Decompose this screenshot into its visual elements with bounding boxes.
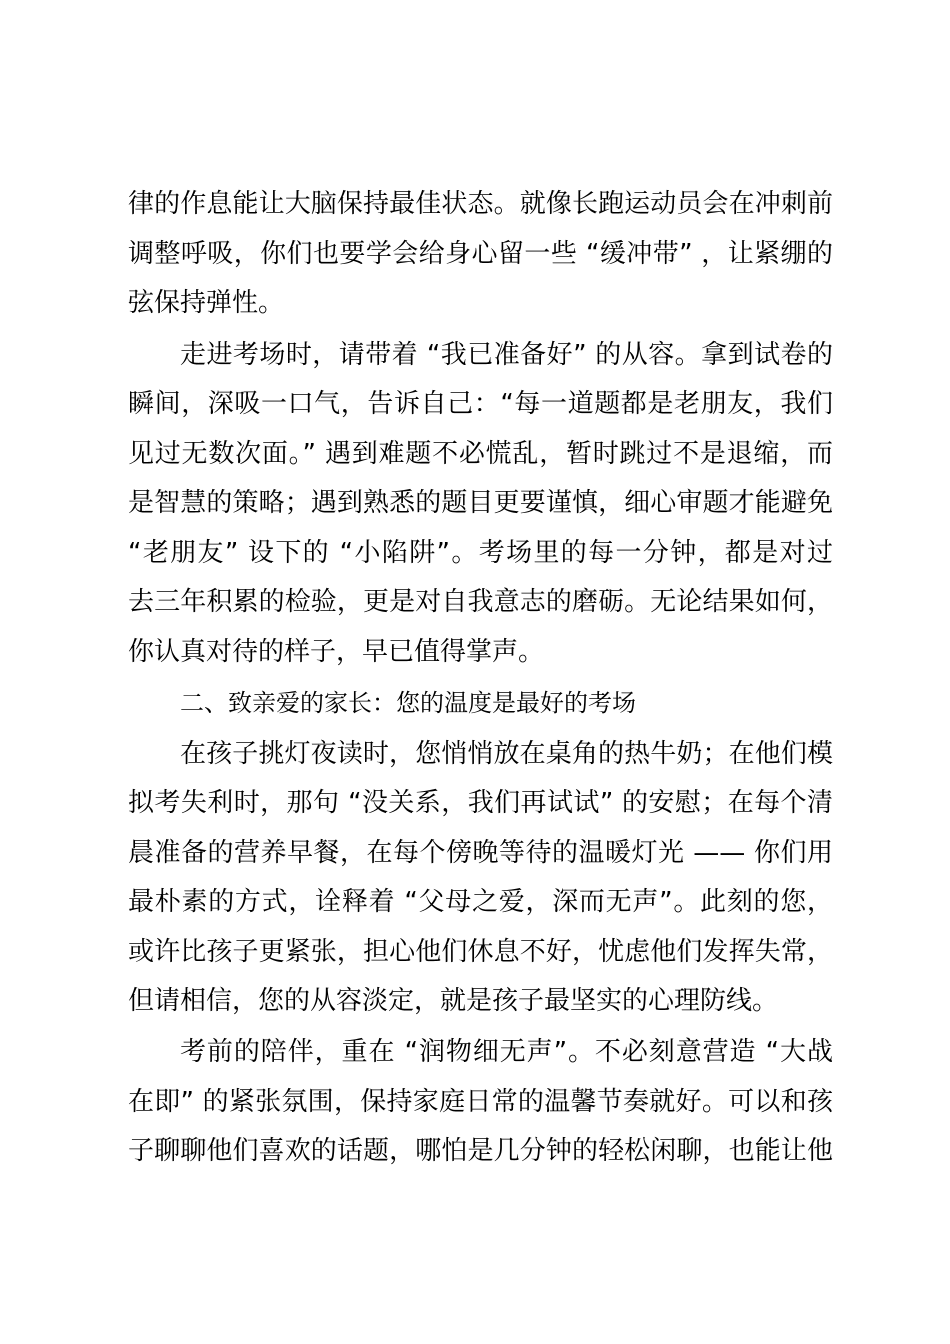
paragraph-first-line: 走进考场时，请带着 “我已准备好” 的从容。拿到试卷的 [180,340,833,370]
text-line: 晨准备的营养早餐，在每个傍晚等待的温暖灯光 —— 你们用 [128,838,833,868]
text-line: 或许比孩子更紧张，担心他们休息不好，忧虑他们发挥失常， [128,937,833,967]
text-line: 但请相信，您的从容淡定，就是孩子最坚实的心理防线。 [128,986,779,1016]
paragraph-first-line: 考前的陪伴，重在 “润物细无声”。不必刻意营造 “大战 [180,1037,833,1067]
text-line: 见过无数次面。” 遇到难题不必慌乱，暂时跳过不是退缩，而 [128,439,833,469]
paragraph-first-line: 在孩子挑灯夜读时，您悄悄放在桌角的热牛奶；在他们模 [180,739,833,769]
section-heading: 二、致亲爱的家长：您的温度是最好的考场 [180,689,636,717]
text-line: 律的作息能让大脑保持最佳状态。就像长跑运动员会在冲刺前 [128,189,833,219]
text-line: 你认真对待的样子，早已值得掌声。 [128,637,545,667]
text-line: 瞬间，深吸一口气，告诉自己：“每一道题都是老朋友，我们 [128,389,833,419]
text-line: 去三年积累的检验，更是对自我意志的磨砺。无论结果如何， [128,587,833,617]
text-line: 弦保持弹性。 [128,288,285,318]
text-line: “老朋友” 设下的 “小陷阱”。考场里的每一分钟，都是对过 [128,538,833,568]
text-line: 子聊聊他们喜欢的话题，哪怕是几分钟的轻松闲聊，也能让他 [128,1136,833,1166]
text-line: 拟考失利时，那句 “没关系，我们再试试” 的安慰；在每个清 [128,788,833,818]
text-line: 在即” 的紧张氛围，保持家庭日常的温馨节奏就好。可以和孩 [128,1087,833,1117]
text-line: 是智慧的策略；遇到熟悉的题目更要谨慎，细心审题才能避免 [128,488,833,518]
text-line: 调整呼吸，你们也要学会给身心留一些 “缓冲带” ，让紧绷的 [128,239,833,269]
text-line: 最朴素的方式，诠释着 “父母之爱，深而无声”。此刻的您， [128,887,833,917]
